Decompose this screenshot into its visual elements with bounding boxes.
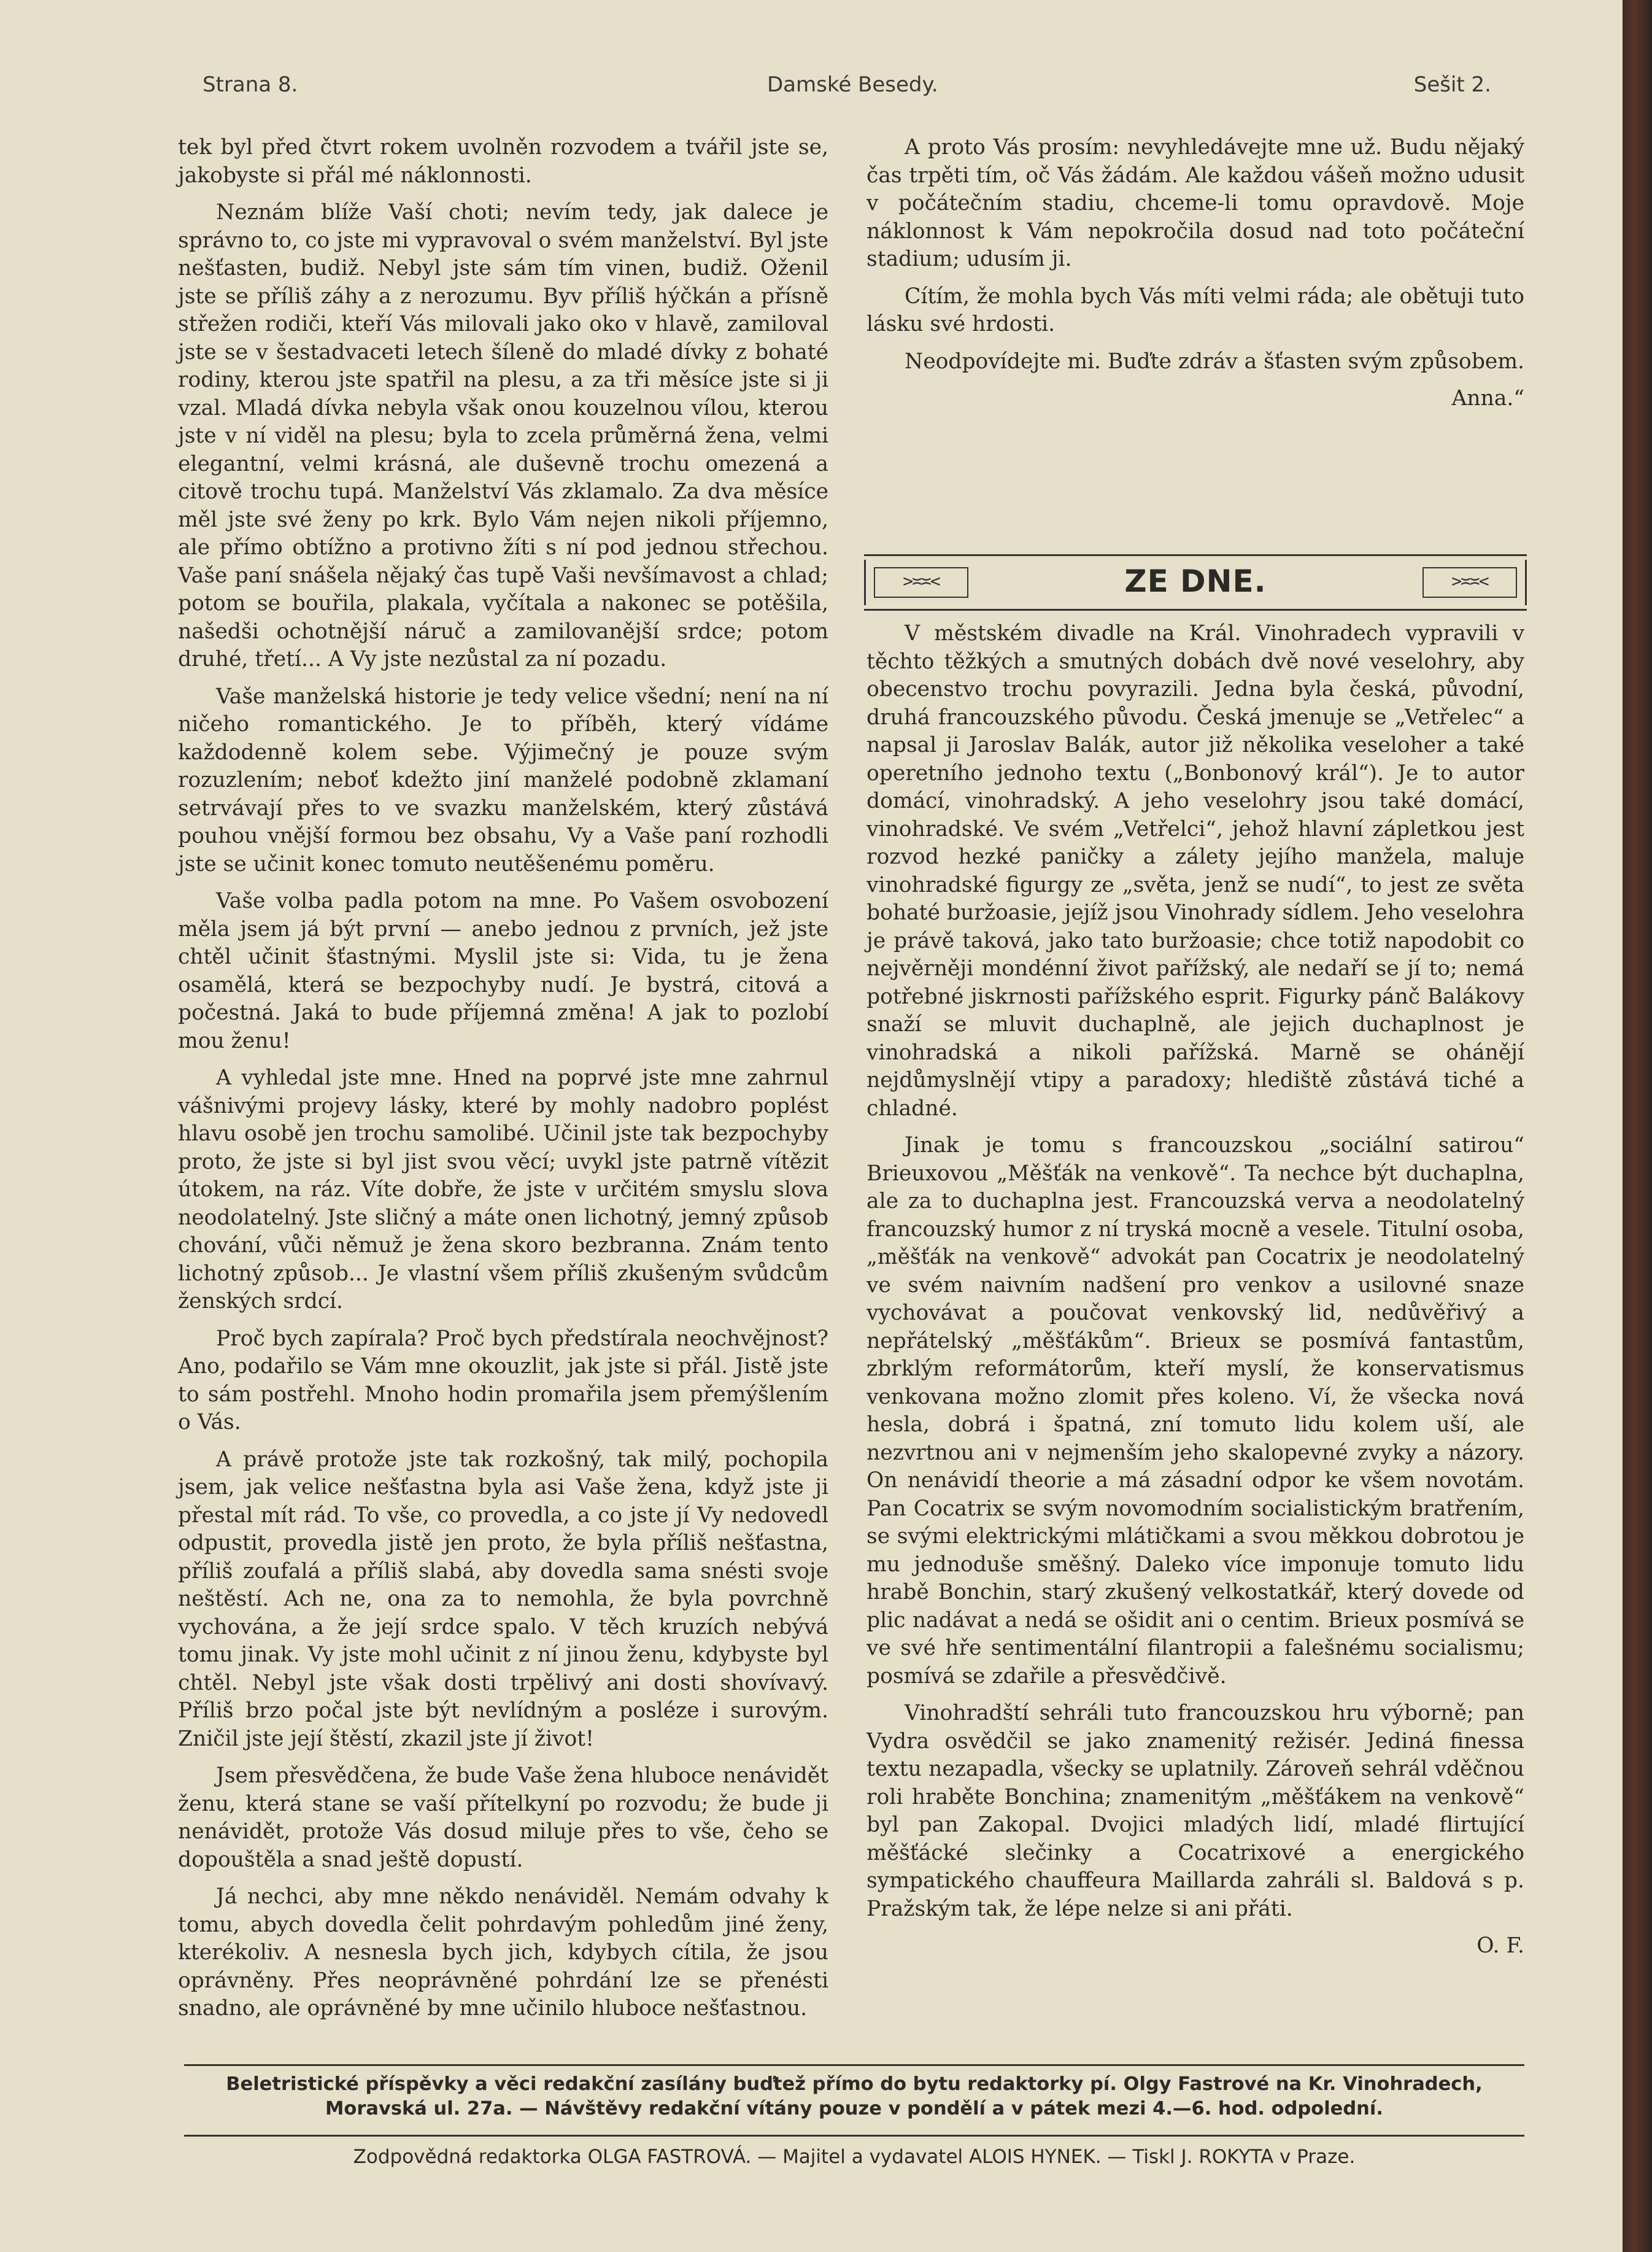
magazine-title: Damské Besedy. (767, 72, 938, 97)
letter-column-left (178, 134, 828, 2052)
issue-number: Sešit 2. (1413, 72, 1491, 97)
letter-paragraph: A vyhledal jste mne. Hned na poprvé jste mne zahrnul vášnivými projevy lásky, které by mohly nadobro poplést hlavu osobě jen trochu samolibé. Učinil jste tak bezpochyby proto, že jste si byl jist svou věcí; uvykl jste patrně vítězit útokem, na ráz. Víte dobře, že jste v určitém smyslu slova neodolatelný. Jste sličný a máte onen lichotný, jemný způsob chování, vůči němuž je žena skoro bezbranna. Znám tento lichotný způsob... Je vlastní všem příliš zkušeným svůdcům ženských srdcí. (178, 1066, 828, 1314)
editorial-note (184, 2072, 1524, 2121)
article-paragraph: Jinak je tomu s francouzskou „sociální satirou“ Brieuxovou „Měšťák na venkově“. Ta nechce být duchaplna, ale za to duchaplna jest. Francouzská verva a neodolatelný francouzský humor z ní tryská mocně a vesele. Titulní osoba, „měšťák na venkově“ advokát pan Cocatrix je neodolatelný ve svém naivním nadšení pro venkov a usilovné snaze vychovávat a poučovat venkovský lid, nedůvěřivý a nepřátelský „měšťákům“. Brieux se posmívá fantastům, zbrklým reformátorům, kteří myslí, že konservatismus venkovana možno zlomit přes koleno. Ví, že všecka nová hesla, dobrá i špatná, zní tomuto lidu kolem uší, ale nezvrtnou ani v nejmenším jeho skalopevné zvyky a názory. On nenávidí theorie a má zásadní odpor ke všem novotám. Pan Cocatrix se svým novomodním socialistickým bratřením, se svými elektrickými mlátičkami a svou měkkou dobrotou je mu jednoduše směšný. Daleko více imponuje tomuto lidu hrabě Bonchin, starý zkušený velkostatkář, který dovede od plic nadávat a nedá se ošidit ani o centim. Brieux posmívá se ve své hře sentimentální filantropii a falešnému socialismu; posmívá se zdařile a přesvědčivě. (867, 1133, 1524, 1689)
editorial-note-line: Beletristické příspěvky a věci redakční zasílány buďtež přímo do bytu redaktorky pí. Olgy Fastrové na Kr. Vinohradech, (226, 2073, 1483, 2095)
letter-column-right (867, 134, 1524, 422)
editorial-note-line: Moravská ul. 27a. — Návštěvy redakční vítány pouze v pondělí a v pátek mezi 4.—6. hod. odpolední. (325, 2098, 1383, 2119)
ornament-icon: >≍≍< (1422, 567, 1517, 598)
letter-paragraph: tek byl před čtvrt rokem uvolněn rozvodem a tvářil jste se, jakobyste si přál mé náklonnosti. (178, 135, 828, 188)
article-signature: O. F. (1476, 1933, 1524, 1958)
page-number: Strana 8. (203, 72, 298, 97)
letter-paragraph: Neodpovídejte mi. Buďte zdráv a šťasten svým způsobem. (905, 349, 1525, 374)
letter-paragraph: A proto Vás prosím: nevyhledávejte mne už. Budu nějaký čas trpěti tím, oč Vás žádám. Ale každou vášeň možno udusit v počátečním stadiu, chceme-li tomu opravdově. Moje náklonnost k Vám nepokročila dosud nad toto počáteční stadium; udusím ji. (867, 135, 1524, 271)
letter-signature: Anna.“ (1451, 386, 1524, 411)
letter-paragraph: Cítím, že mohla bych Vás míti velmi ráda; ale obětuji tuto lásku své hrdosti. (867, 284, 1524, 336)
section-title: ZE DNE. (1124, 563, 1267, 599)
article-column (867, 620, 1524, 1970)
page-header (203, 72, 1491, 109)
letter-paragraph: Neznám blíže Vaší choti; nevím tedy, jak dalece je správno to, co jste mi vypravoval o svém manželství. Byl jste nešťasten, budiž. Nebyl jste sám tím vinen, budiž. Oženil jste se příliš záhy a z nerozumu. Byv příliš hýčkán a přísně střežen rodiči, kteří Vás milovali jako oko v hlavě, zamiloval jste se v šestadvaceti letech šíleně do mladé dívky z bohaté rodiny, kterou jste spatřil na plesu, a za tři měsíce jste si ji vzal. Mladá dívka nebyla však onou kouzelnou vílou, kterou jste v ní viděl na plesu; byla to zcela průměrná žena, velmi elegantní, velmi krásná, ale duševně trochu omezená a citově trochu tupá. Manželství Vás zklamalo. Za dva měsíce měl jste své ženy po krk. Bylo Vám nejen nikoli příjemno, ale přímo obtížno a protivno žíti s ní pod jednou střechou. Vaše paní snášela nějaký čas tupě Vaši nevšímavost a chlad; potom se bouřila, plakala, vyčítala a nakonec se potěšila, našedši ochotnější náruč a zamilovanější srdce; potom druhé, třetí... A Vy jste nezůstal za ní pozadu. (178, 200, 828, 671)
imprint: Zodpovědná redaktorka OLGA FASTROVÁ. — Majitel a vydavatel ALOIS HYNEK. — Tiskl J. ROKYTA v Praze. (353, 2146, 1356, 2168)
footer-divider (184, 2135, 1524, 2137)
ornament-icon: >≍≍< (874, 567, 968, 598)
footer-divider (184, 2064, 1524, 2066)
letter-paragraph: A právě protože jste tak rozkošný, tak milý, pochopila jsem, jak velice nešťastna byla asi Vaše žena, když jste ji přestal mít rád. To vše, co provedla, a co jste jí Vy nedovedl odpustit, provedla jistě jen proto, že byla příliš nešťastna, příliš zoufalá a příliš slabá, aby dovedla sama snésti svoje neštěstí. Ach ne, ona za to nemohla, že byla povrchně vychována, a že její srdce spalo. V těch kruzích nebývá tomu jinak. Vy jste mohl učinit z ní jinou ženu, kdybyste byl chtěl. Nebyl jste však dosti trpělivý ani dosti shovívavý. Příliš brzo počal jste být nevlídným a posléze i surovým. Zničil jste její štěstí, zkazil jste jí život! (178, 1447, 828, 1751)
letter-paragraph: Proč bych zapírala? Proč bych předstírala neochvějnost? Ano, podařilo se Vám mne okouzlit, jak jste si přál. Jistě jste to sám postřehl. Mnoho hodin promařila jsem přemýšlením o Vás. (178, 1326, 828, 1434)
letter-paragraph: Vaše manželská historie je tedy velice všední; není na ní ničeho romantického. Je to příběh, který vídáme každodenně kolem sebe. Výjimečný je pouze svým rozuzlením; neboť kdežto jiní manželé podobně zklamaní setrvávají přes to ve svazku manželském, který zůstává pouhou vnější formou bez obsahu, Vy a Vaše paní rozhodli jste se učinit konec tomuto neutěšenému poměru. (178, 684, 828, 876)
article-paragraph: V městském divadle na Král. Vinohradech vypravili v těchto těžkých a smutných dobách dvě nové veselohry, aby obecenstvo trochu povyrazili. Jedna byla česká, původní, druhá francouzského původu. Česká jmenuje se „Vetřelec“ a napsal ji Jaroslav Balák, autor již několika veseloher a také operetního jednoho textu („Bonbonový král“). Je to autor domácí, vinohradský. A jeho veselohry jsou také domácí, vinohradské. Ve svém „Vetřelci“, jehož hlavní zápletkou jest rozvod hezké paničky a zálety jejího manžela, maluje vinohradské figurgy ze „světa, jenž se nudí“, to jest ze světa bohaté buržoasie, jejíž jsou Vinohrady sídlem. Jeho veselohra je právě taková, jako tato buržoasie; chce totiž napodobit co nejvěrněji mondénní život pařížský, ale nedaří se jí to; nemá potřebné jiskrnosti pařížského esprit. Figurky pánč Balákovy snaží se mluvit duchaplně, ale jejich duchaplnost je vinohradská a nikoli pařížská. Marně se ohánějí nejdůmyslnějí vtipy a paradoxy; hlediště zůstává tiché a chladné. (867, 621, 1524, 1121)
letter-paragraph: Já nechci, aby mne někdo nenáviděl. Nemám odvahy k tomu, abych dovedla čelit pohrdavým pohledům jiné ženy, kterékoliv. A nesnesla bych jich, kdybych cítila, že jsou oprávněny. Přes neoprávněné pohrdání lze se přenésti snadno, ale oprávněné by mne učinilo hluboce nešťastnou. (178, 1884, 828, 2021)
section-heading (864, 554, 1527, 611)
letter-paragraph: Jsem přesvědčena, že bude Vaše žena hluboce nenávidět ženu, která stane se vaší přítelkyní po rozvodu; že bude ji nenávidět, protože Vás dosud miluje přes to vše, čeho se dopouštěla a snad ještě dopustí. (178, 1763, 828, 1872)
letter-paragraph: Vaše volba padla potom na mne. Po Vašem osvobození měla jsem já být první — anebo jednou z prvních, jež jste chtěl učinit šťastnými. Myslil jste si: Vida, tu je žena osamělá, která se bezpochyby nudí. Je bystrá, citová a počestná. Jaká to bude příjemná změna! A jak to pozlobí mou ženu! (178, 889, 828, 1053)
book-spine (1623, 0, 1652, 2252)
article-paragraph: Vinohradští sehráli tuto francouzskou hru výborně; pan Vydra osvědčil se jako znamenitý režisér. Jediná finessa textu nezapadla, všecky se uplatnily. Zároveň sehrál vděčnou roli hraběte Bonchina; znamenitým „měšťákem na venkově“ byl pan Zakopal. Dvojici mladých lidí, mladé flirtující měšťácké slečinky a Cocatrixové a energického sympatického chauffeura Maillarda zahráli sl. Baldová s p. Pražským tak, že lépe nelze si ani přáti. (867, 1701, 1524, 1921)
